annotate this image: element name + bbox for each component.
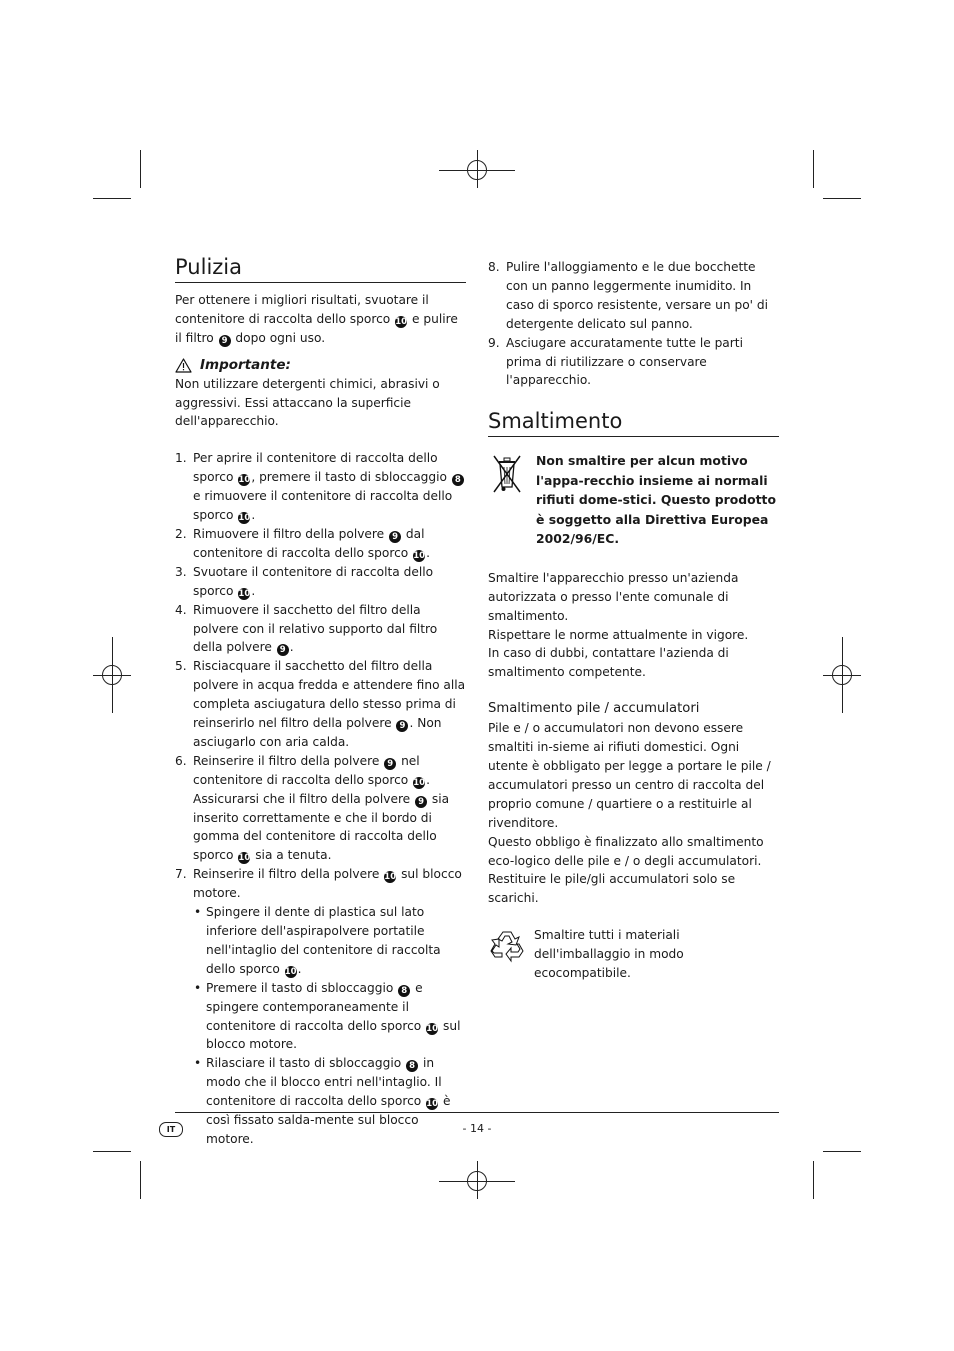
step-text: Rimuovere il filtro della polvere 9 dal contenitore di raccolta dello sporco 10. [193,526,430,561]
bullet-item: • Spingere il dente di plastica sul lato inferiore dell'aspirapolvere portatile nell'intaglio del contenitore di raccolta dello sporco 10. [193,903,466,979]
callout-number-badge: 8 [406,1060,418,1072]
callout-number-badge: 9 [277,644,289,656]
callout-number-badge: 9 [219,335,231,347]
disposal-paragraph: Smaltire l'apparecchio presso un'azienda autorizzata o presso l'ente comunale di smaltimento. [488,570,739,623]
weee-block [488,451,779,549]
step-text: Asciugare accuratamente tutte le parti prima di riutilizzare o conservare l'apparecchio. [506,335,743,388]
step-number: 9. [488,335,500,350]
list-item [175,563,466,601]
recycle-note: Smaltire tutti i materiali dell'imballaggio in modo ecocompatibile. [534,928,684,981]
list-item [175,525,466,563]
batteries-paragraph: Pile e / o accumulatori non devono essere smaltiti in-sieme ai rifiuti domestici. Ogni utente è obbligato per legge a portare le pile / accumulatori presso un centro di raccolta del proprio comune / quartiere o a restituirle al rivenditore. [488,721,771,830]
callout-number-badge: 10 [426,1099,439,1110]
callout-number-badge: 10 [384,872,397,883]
step-text: Risciacquare il sacchetto del filtro della polvere in acqua fredda e attendere fino alla completa asciugatura dello stesso prima di reinserirlo nel filtro della polvere 9 . Non asciugarlo con aria calda. [193,659,466,749]
warning-icon [175,358,192,373]
step-number: 6. [175,753,187,768]
list-item [488,258,779,334]
disposal-paragraphs [488,569,779,682]
step-number: 1. [175,451,187,466]
recycle-icon [488,926,526,964]
batteries-paragraph: Questo obbligo è finalizzato allo smaltimento eco-logico delle pile e / o degli accumulatori. Restituire le pile/gli accumulatori solo se scarichi. [488,834,764,906]
callout-number-badge: 8 [398,985,410,997]
recycle-block [488,926,779,983]
cleaning-steps [175,449,466,1149]
cleaning-steps-continued [488,258,779,390]
callout-number-badge: 10 [284,966,297,977]
list-item [175,657,466,752]
step-text: Svuotare il contenitore di raccolta dello sporco 10. [193,564,434,599]
step-number: 3. [175,564,187,579]
bullet-item: • Rilasciare il tasto di sbloccaggio 8 in modo che il blocco entri nell'intaglio. Il contenitore di raccolta dello sporco 10 è così fissato salda-mente sul blocco motore. [193,1054,466,1149]
section-title-smaltimento: Smaltimento [488,409,623,434]
intro-paragraph: Per ottenere i migliori risultati, svuotare il contenitore di raccolta dello sporco 10 e pulire il filtro 9 dopo ogni uso. [175,293,458,346]
callout-number-badge: 10 [413,777,426,788]
bullet-item: • Premere il tasto di sbloccaggio 8 e spingere contemporaneamente il contenitore di raccolta dello sporco 10 sul blocco motore. [193,979,466,1055]
step-number: 8. [488,260,500,274]
list-item [175,865,466,1149]
callout-number-badge: 9 [389,531,401,543]
callout-number-badge: 10 [238,513,251,524]
callout-number-badge: 9 [384,758,396,770]
callout-number-badge: 10 [238,588,251,599]
callout-number-badge: 10 [426,1023,439,1034]
list-item [175,449,466,525]
disposal-paragraph: In caso di dubbi, contattare l'azienda di smaltimento competente. [488,646,729,680]
callout-number-badge: 10 [238,853,251,864]
callout-number-badge: 10 [413,550,426,561]
callout-number-badge: 9 [415,796,427,808]
callout-number-badge: 10 [395,316,408,327]
step-text: Reinserire il filtro della polvere 9 nel contenitore di raccolta dello sporco 10. Assicurarsi che il filtro della polvere 9 sia inserito correttamente e che il bordo di gomma del contenitore di raccolta dello sporco 10 sia a tenuta. [193,753,450,864]
list-item [175,752,466,865]
batteries-title: Smaltimento pile / accumulatori [488,701,700,717]
step-text: Rimuovere il sacchetto del filtro della polvere con il relativo supporto dal filtro della polvere 9 . [193,602,438,656]
page-number: - 14 - [462,1122,492,1135]
warning-heading [175,356,466,375]
callout-number-badge: 8 [452,474,464,486]
callout-number-badge: 9 [396,720,408,732]
section-title-pulizia: Pulizia [175,255,242,279]
step-text: Reinserire il filtro della polvere 10 sul blocco motore. [193,867,462,901]
step-text: Pulire l'alloggiamento e le due bocchette con un panno leggermente inumidito. In caso di sporco resistente, versare un po' di detergente delicato sul panno. [506,260,769,331]
weee-note: Non smaltire per alcun motivo l'appa-recchio insieme ai normali rifiuti dome-stici. Questo prodotto è soggetto alla Direttiva Europea 2002/96/EC. [536,453,776,547]
footer-rule [175,1112,779,1113]
step-text: Per aprire il contenitore di raccolta dello sporco 10, premere il tasto di sbloccaggio 8 e rimuovere il contenitore di raccolta dello sporco 10. [193,451,465,522]
step-number: 4. [175,602,187,617]
crossed-bin-icon [488,453,526,495]
warning-text: Non utilizzare detergenti chimici, abrasivi o aggressivi. Essi attaccano la superficie dell'apparecchio. [175,376,440,429]
list-item [488,334,779,391]
right-column [488,258,779,983]
disposal-paragraph: Rispettare le norme attualmente in vigore. [488,627,749,642]
title-rule [488,436,779,437]
left-column [175,254,466,1149]
step-number: 5. [175,659,187,674]
step-number: 7. [175,867,187,882]
warning-label: Importante: [200,356,291,373]
list-item [175,601,466,658]
title-rule [175,282,466,283]
step-number: 2. [175,526,187,541]
language-badge: IT [159,1122,183,1137]
callout-number-badge: 10 [238,475,251,486]
